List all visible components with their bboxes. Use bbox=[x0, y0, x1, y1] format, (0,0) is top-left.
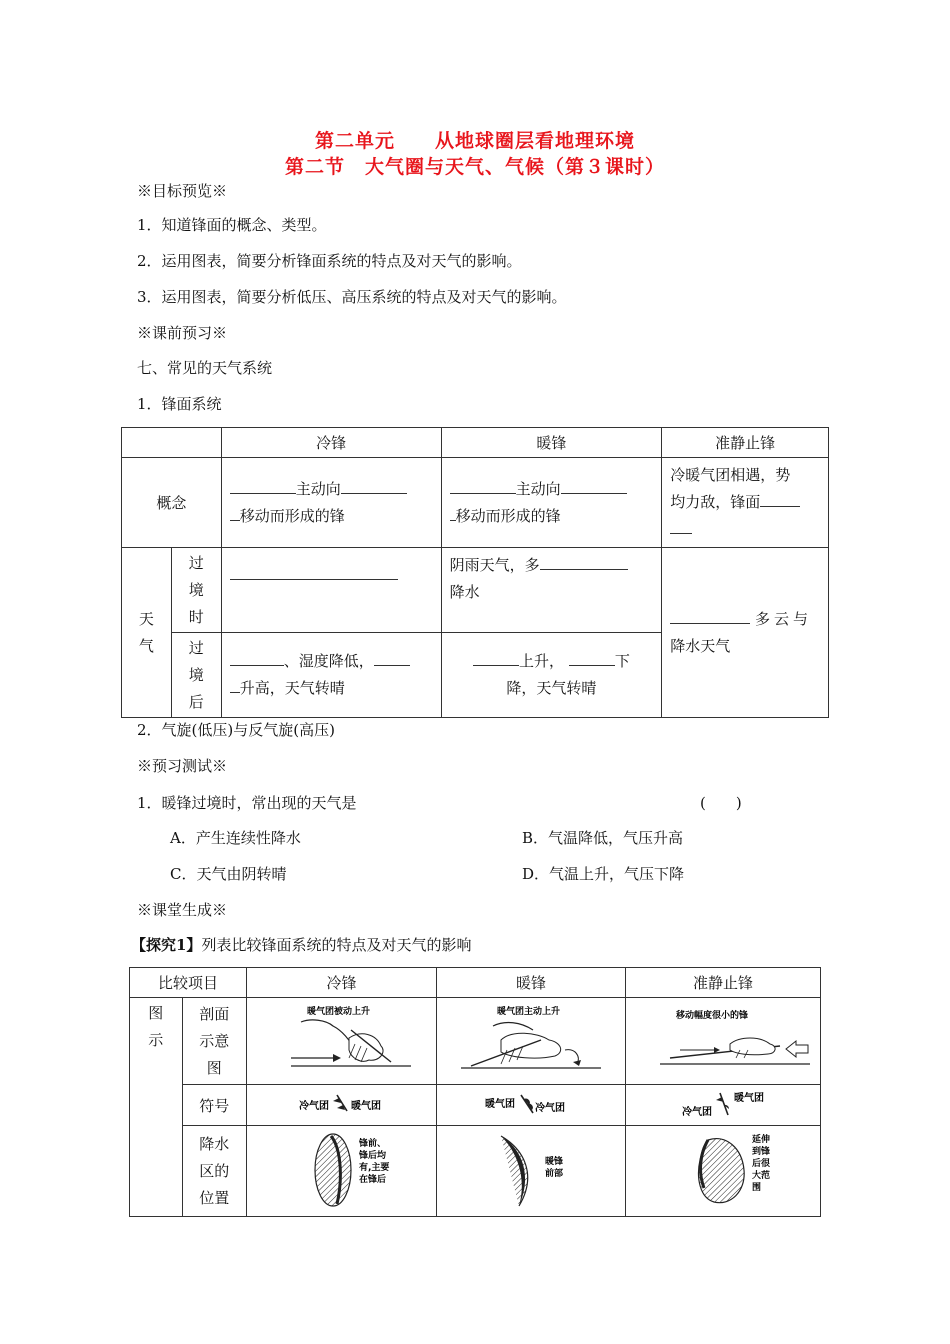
blank-field[interactable] bbox=[473, 651, 519, 666]
blank-field[interactable] bbox=[230, 678, 240, 693]
warm-concept-cell bbox=[441, 458, 662, 548]
cell-text: 移动而形成的锋 bbox=[455, 506, 561, 525]
stationary-precip-cell bbox=[625, 1126, 820, 1217]
explore-text: 列表比较锋面系统的特点及对天气的影响 bbox=[201, 936, 472, 954]
unit-title: 第二单元 从地球圈层看地理环境 bbox=[314, 130, 635, 152]
diagram-label-text: 锋前、 bbox=[358, 1139, 386, 1149]
goal-item: 1．知道锋面的概念、类型。 bbox=[137, 216, 327, 234]
front-system-fill-table bbox=[121, 427, 829, 718]
option-d[interactable]: D．气温上升，气压下降 bbox=[522, 865, 685, 883]
warm-front-precip-diagram bbox=[441, 1128, 621, 1210]
blank-field[interactable] bbox=[670, 519, 692, 534]
symbol-label: 符号 bbox=[182, 1085, 246, 1126]
blank-field[interactable] bbox=[374, 651, 410, 666]
explore-tag: 【探究1】 bbox=[131, 936, 202, 954]
cold-after-cell bbox=[221, 633, 441, 718]
diagram-label-text: 延伸 bbox=[751, 1135, 770, 1145]
goals-heading: ※目标预览※ bbox=[137, 182, 228, 200]
warm-front-profile-diagram bbox=[441, 1000, 621, 1078]
corner-cell bbox=[122, 428, 222, 458]
after-label: 过 境 后 bbox=[171, 633, 221, 718]
header-compare-item: 比较项目 bbox=[130, 968, 247, 998]
option-a[interactable]: A．产生连续性降水 bbox=[170, 829, 301, 847]
warm-after-cell bbox=[441, 633, 662, 718]
cell-text: 、湿度降低， bbox=[283, 652, 374, 670]
cell-text: 阴雨天气，多 bbox=[449, 556, 540, 574]
question-stem: 1．暖锋过境时，常出现的天气是 bbox=[137, 794, 357, 812]
warm-symbol-cell bbox=[436, 1085, 625, 1126]
precip-label: 降水 区的 位置 bbox=[182, 1126, 246, 1217]
cell-text: 下 bbox=[614, 652, 630, 670]
test-heading: ※预习测试※ bbox=[137, 757, 228, 775]
cold-profile-caption: 暖气团被动上升 bbox=[306, 1007, 370, 1017]
cell-text: 降，天气转晴 bbox=[506, 679, 597, 697]
cold-passing-cell bbox=[221, 548, 441, 633]
warm-profile-caption: 暖气团主动上升 bbox=[496, 1007, 560, 1017]
diagram-label-text: 到锋 bbox=[751, 1147, 770, 1157]
cold-air-label: 冷气团 bbox=[298, 1101, 329, 1112]
blank-field[interactable] bbox=[670, 609, 750, 624]
header-stationary-front: 准静止锋 bbox=[625, 968, 820, 998]
stationary-weather-cell bbox=[662, 548, 829, 718]
diagram-label-text: 锋后均 bbox=[358, 1151, 386, 1161]
stationary-profile-caption: 移动幅度很小的锋 bbox=[675, 1011, 748, 1021]
diagram-label-text: 有,主要 bbox=[358, 1163, 390, 1173]
stationary-profile-cell bbox=[625, 998, 820, 1085]
header-cold-front: 冷锋 bbox=[221, 428, 441, 458]
warm-passing-cell bbox=[441, 548, 662, 633]
diagram-label-text: 在锋后 bbox=[358, 1175, 386, 1185]
cell-text: 升高，天气转晴 bbox=[239, 679, 345, 697]
blank-field[interactable] bbox=[230, 479, 296, 494]
warm-air-label: 暖气团 bbox=[350, 1101, 381, 1112]
option-b[interactable]: B．气温降低，气压升高 bbox=[522, 829, 684, 847]
passing-label: 过 境 时 bbox=[171, 548, 221, 633]
diagram-label: 图 示 bbox=[130, 998, 183, 1217]
preview-heading: ※课前预习※ bbox=[137, 324, 228, 342]
cold-front-profile-diagram bbox=[251, 1000, 431, 1078]
blank-field[interactable] bbox=[230, 651, 284, 666]
cold-concept-cell bbox=[221, 458, 441, 548]
goal-item: 2．运用图表，简要分析锋面系统的特点及对天气的影响。 bbox=[137, 252, 522, 270]
cold-front-symbol bbox=[251, 1087, 431, 1119]
warm-precip-cell bbox=[436, 1126, 625, 1217]
answer-paren[interactable]: ( ) bbox=[700, 794, 742, 812]
diagram-label-text: 暖锋 bbox=[544, 1157, 563, 1167]
front-comparison-table bbox=[129, 967, 821, 1217]
cell-text: 主动向 bbox=[515, 479, 561, 498]
blank-field[interactable] bbox=[341, 479, 407, 494]
warm-air-label: 暖气团 bbox=[484, 1099, 515, 1110]
diagram-label-text: 前部 bbox=[544, 1169, 563, 1179]
topic-heading: 七、常见的天气系统 bbox=[137, 359, 273, 377]
cold-precip-cell bbox=[246, 1126, 436, 1217]
stationary-front-symbol bbox=[630, 1087, 816, 1119]
class-heading: ※课堂生成※ bbox=[137, 901, 228, 919]
profile-label: 剖面 示意 图 bbox=[182, 998, 246, 1085]
stationary-symbol-cell bbox=[625, 1085, 820, 1126]
cold-front-precip-diagram bbox=[251, 1128, 431, 1210]
blank-field[interactable] bbox=[230, 506, 240, 521]
warm-front-symbol bbox=[441, 1087, 621, 1119]
cell-text: 降水天气 bbox=[670, 636, 731, 655]
warm-profile-cell bbox=[436, 998, 625, 1085]
blank-field[interactable] bbox=[230, 565, 398, 580]
section-title: 第二节 大气圈与天气、气候（第３课时） bbox=[284, 156, 665, 178]
goal-item: 3．运用图表，简要分析低压、高压系统的特点及对天气的影响。 bbox=[137, 288, 567, 306]
cell-text: 均力敌，锋面 bbox=[670, 493, 761, 511]
cell-text: 多云与 bbox=[755, 609, 813, 628]
blank-field[interactable] bbox=[569, 651, 615, 666]
blank-field[interactable] bbox=[760, 492, 800, 507]
blank-field[interactable] bbox=[561, 479, 627, 494]
diagram-label-text: 后很 bbox=[751, 1159, 770, 1169]
stationary-front-profile-diagram bbox=[630, 1000, 816, 1078]
warm-air-label: 暖气团 bbox=[733, 1093, 764, 1104]
option-c[interactable]: C．天气由阴转晴 bbox=[170, 865, 287, 883]
blank-field[interactable] bbox=[540, 555, 628, 570]
cold-air-label: 冷气团 bbox=[681, 1107, 712, 1118]
cell-text: 移动而形成的锋 bbox=[239, 506, 345, 525]
concept-label: 概念 bbox=[122, 458, 222, 548]
header-stationary-front: 准静止锋 bbox=[662, 428, 829, 458]
cold-air-label: 冷气团 bbox=[534, 1103, 565, 1114]
header-cold-front: 冷锋 bbox=[246, 968, 436, 998]
cell-text: 上升， bbox=[519, 652, 565, 670]
cell-text: 主动向 bbox=[295, 479, 341, 498]
diagram-label-text: 围 bbox=[751, 1183, 761, 1193]
cold-symbol-cell bbox=[246, 1085, 436, 1126]
cold-profile-cell bbox=[246, 998, 436, 1085]
explore-heading bbox=[131, 934, 471, 955]
cell-text: 降水 bbox=[449, 583, 480, 601]
diagram-label-text: 大范 bbox=[751, 1171, 770, 1181]
subsection-cyclone: 2．气旋(低压)与反气旋(高压) bbox=[137, 721, 335, 739]
subsection-front-systems: 1．锋面系统 bbox=[137, 395, 222, 413]
stationary-concept-cell bbox=[662, 458, 829, 548]
header-warm-front: 暖锋 bbox=[436, 968, 625, 998]
cell-text: 冷暖气团相遇，势 bbox=[670, 466, 791, 484]
weather-label: 天 气 bbox=[122, 548, 172, 718]
blank-field[interactable] bbox=[450, 479, 516, 494]
header-warm-front: 暖锋 bbox=[441, 428, 662, 458]
stationary-front-precip-diagram bbox=[630, 1128, 816, 1210]
